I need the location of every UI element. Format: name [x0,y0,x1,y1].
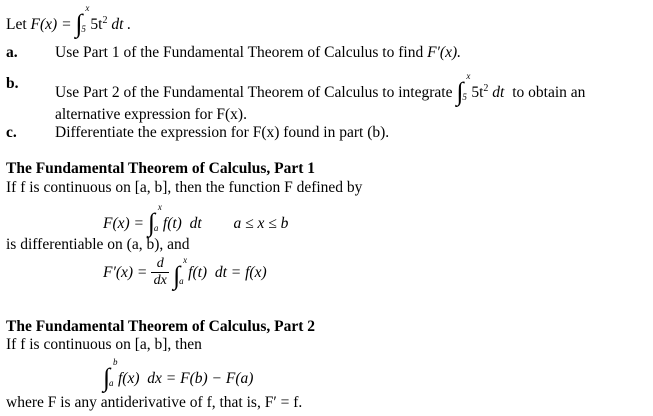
part-b-lower-limit: 5 [462,92,467,102]
part-b-integrand: 5t [471,84,484,101]
part-b-dt: dt [492,84,505,101]
integral-sign-icon: ∫ [103,363,111,392]
part-b-label: b. [6,75,19,92]
ftc1-d-dx-fraction [151,257,169,288]
ftc1-formula-lhs: F(x) = [103,215,145,232]
ftc1-d-num: d [151,257,169,273]
ftc2-upper-limit: b [113,357,118,367]
ftc1-formula [103,202,289,237]
ftc1-condition: a ≤ x ≤ b [233,215,289,232]
ftc1-integral [147,202,162,237]
ftc2-heading: The Fundamental Theorem of Calculus, Part 2 [6,318,316,335]
intro-text: Let [6,16,27,33]
ftc2-line2: where F is any antiderivative of f, that is, F′ = f. [6,394,303,411]
part-a-text: Use Part 1 of the Fundamental Theorem of Calculus to find [55,44,424,61]
ftc1-deriv-lower-limit: a [179,275,184,286]
part-a-math: F′(x). [427,44,462,61]
part-b-text: Use Part 2 of the Fundamental Theorem of Calculus to integrate [55,84,453,101]
part-b-line [55,71,586,106]
intro-line [6,3,132,38]
ftc1-upper-limit: x [157,202,162,212]
intro-integrand: 5t [90,16,103,33]
part-a-line [55,45,461,61]
intro-lower-limit: 5 [81,24,86,34]
part-c-label: c. [6,124,17,141]
ftc1-line2: is differentiable on (a, b), and [6,236,190,253]
part-b-power: 2 [483,83,489,94]
intro-upper-limit: x [85,3,90,13]
ftc1-derivative [103,254,267,290]
part-a-label: a. [6,44,18,61]
part-b-tail: to obtain an [512,84,586,101]
part-c-text: Differentiate the expression for F(x) found in part (b). [55,124,390,141]
intro-power: 2 [102,15,108,26]
ftc1-deriv-upper-limit: x [183,254,188,265]
ftc2-line1: If f is continuous on [a, b], then [6,336,202,353]
ftc2-formula [103,357,254,392]
part-b-line2: alternative expression for F(x). [55,106,247,123]
ftc2-integrand: f(x) dx = F(b) − F(a) [118,370,254,387]
integral-sign-icon: ∫ [173,260,181,290]
integral-sign-icon: ∫ [75,9,83,38]
ftc1-deriv-integrand: f(t) dt = f(x) [188,263,267,281]
ftc1-deriv-integral [173,254,188,290]
part-b-upper-limit: x [466,71,471,81]
intro-dt: dt . [111,16,132,33]
ftc1-heading: The Fundamental Theorem of Calculus, Part 1 [6,160,316,177]
ftc1-d-den: dx [153,273,167,288]
ftc1-line1: If f is continuous on [a, b], then the function F defined by [6,179,363,196]
ftc2-lower-limit: a [109,378,114,388]
ftc1-integrand: f(t) dt [162,215,202,232]
part-b-integral [456,71,471,106]
intro-expr-lhs: F(x) = [30,16,72,33]
intro-integral [75,3,90,38]
integral-sign-icon: ∫ [456,77,464,106]
ftc1-lower-limit: a [153,223,159,233]
ftc2-integral [103,357,118,392]
integral-sign-icon: ∫ [147,208,156,237]
ftc1-deriv-lhs: F′(x) = [103,263,148,281]
